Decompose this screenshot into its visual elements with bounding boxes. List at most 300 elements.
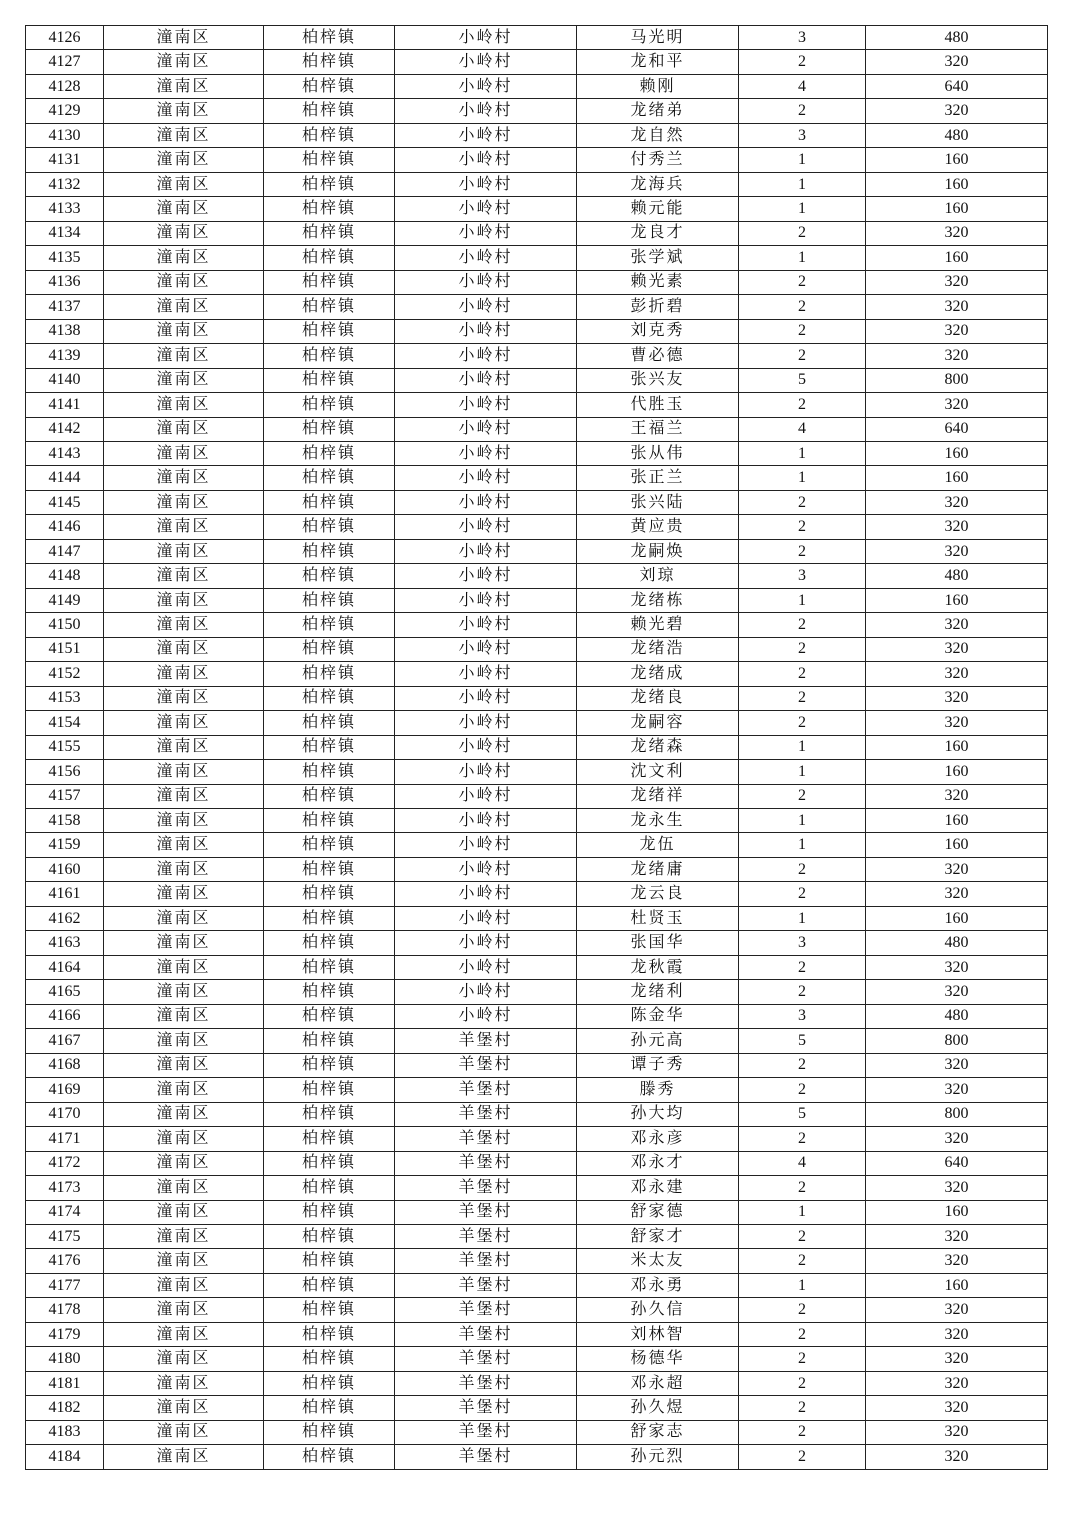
cell-amount: 320: [866, 857, 1048, 881]
cell-town: 柏梓镇: [264, 295, 395, 319]
cell-town: 柏梓镇: [264, 197, 395, 221]
cell-amount: 320: [866, 711, 1048, 735]
cell-district: 潼南区: [104, 760, 264, 784]
cell-amount: 320: [866, 686, 1048, 710]
cell-index: 4150: [26, 613, 104, 637]
cell-count: 1: [739, 760, 866, 784]
cell-index: 4178: [26, 1298, 104, 1322]
cell-village: 羊堡村: [395, 1224, 577, 1248]
cell-district: 潼南区: [104, 197, 264, 221]
cell-count: 2: [739, 319, 866, 343]
cell-district: 潼南区: [104, 833, 264, 857]
table-row: [26, 809, 1048, 833]
cell-count: 2: [739, 955, 866, 979]
cell-name: 龙秋霞: [577, 955, 739, 979]
cell-index: 4144: [26, 466, 104, 490]
cell-count: 2: [739, 637, 866, 661]
cell-count: 2: [739, 515, 866, 539]
cell-index: 4160: [26, 857, 104, 881]
cell-index: 4135: [26, 246, 104, 270]
cell-index: 4161: [26, 882, 104, 906]
cell-town: 柏梓镇: [264, 441, 395, 465]
cell-name: 彭折碧: [577, 295, 739, 319]
cell-name: 龙永生: [577, 809, 739, 833]
cell-index: 4171: [26, 1127, 104, 1151]
cell-town: 柏梓镇: [264, 368, 395, 392]
cell-name: 杨德华: [577, 1347, 739, 1371]
cell-town: 柏梓镇: [264, 1224, 395, 1248]
cell-index: 4173: [26, 1176, 104, 1200]
cell-district: 潼南区: [104, 466, 264, 490]
cell-district: 潼南区: [104, 417, 264, 441]
cell-name: 张从伟: [577, 441, 739, 465]
cell-name: 龙绪庸: [577, 857, 739, 881]
cell-index: 4142: [26, 417, 104, 441]
cell-village: 羊堡村: [395, 1151, 577, 1175]
cell-name: 舒家德: [577, 1200, 739, 1224]
cell-count: 2: [739, 1322, 866, 1346]
cell-amount: 320: [866, 1298, 1048, 1322]
cell-name: 龙绪栋: [577, 588, 739, 612]
cell-town: 柏梓镇: [264, 833, 395, 857]
cell-district: 潼南区: [104, 246, 264, 270]
cell-amount: 320: [866, 1420, 1048, 1444]
cell-town: 柏梓镇: [264, 246, 395, 270]
cell-name: 孙元高: [577, 1029, 739, 1053]
table-row: [26, 295, 1048, 319]
cell-district: 潼南区: [104, 784, 264, 808]
cell-name: 邓永建: [577, 1176, 739, 1200]
cell-town: 柏梓镇: [264, 1273, 395, 1297]
cell-village: 小岭村: [395, 490, 577, 514]
cell-town: 柏梓镇: [264, 955, 395, 979]
cell-amount: 320: [866, 1127, 1048, 1151]
cell-village: 羊堡村: [395, 1273, 577, 1297]
cell-amount: 160: [866, 906, 1048, 930]
cell-village: 小岭村: [395, 246, 577, 270]
cell-amount: 160: [866, 735, 1048, 759]
table-row: [26, 368, 1048, 392]
cell-village: 羊堡村: [395, 1127, 577, 1151]
cell-town: 柏梓镇: [264, 588, 395, 612]
cell-index: 4166: [26, 1004, 104, 1028]
cell-count: 2: [739, 393, 866, 417]
cell-count: 2: [739, 1249, 866, 1273]
cell-district: 潼南区: [104, 1151, 264, 1175]
cell-name: 龙和平: [577, 50, 739, 74]
cell-village: 羊堡村: [395, 1176, 577, 1200]
cell-town: 柏梓镇: [264, 1420, 395, 1444]
cell-index: 4175: [26, 1224, 104, 1248]
cell-name: 邓永超: [577, 1371, 739, 1395]
cell-count: 2: [739, 1127, 866, 1151]
cell-district: 潼南区: [104, 1445, 264, 1469]
table-row: [26, 1053, 1048, 1077]
cell-town: 柏梓镇: [264, 221, 395, 245]
cell-count: 4: [739, 1151, 866, 1175]
cell-amount: 480: [866, 26, 1048, 50]
cell-amount: 320: [866, 393, 1048, 417]
cell-district: 潼南区: [104, 295, 264, 319]
table-row: [26, 931, 1048, 955]
cell-district: 潼南区: [104, 172, 264, 196]
table-row: [26, 882, 1048, 906]
cell-village: 小岭村: [395, 882, 577, 906]
cell-village: 小岭村: [395, 735, 577, 759]
cell-index: 4183: [26, 1420, 104, 1444]
cell-village: 小岭村: [395, 197, 577, 221]
cell-village: 小岭村: [395, 588, 577, 612]
cell-index: 4182: [26, 1396, 104, 1420]
cell-town: 柏梓镇: [264, 1078, 395, 1102]
table-row: [26, 417, 1048, 441]
cell-index: 4162: [26, 906, 104, 930]
table-row: [26, 197, 1048, 221]
cell-district: 潼南区: [104, 882, 264, 906]
cell-name: 赖光碧: [577, 613, 739, 637]
cell-count: 2: [739, 295, 866, 319]
cell-village: 小岭村: [395, 686, 577, 710]
cell-count: 2: [739, 270, 866, 294]
table-row: [26, 148, 1048, 172]
cell-town: 柏梓镇: [264, 99, 395, 123]
cell-index: 4151: [26, 637, 104, 661]
cell-amount: 640: [866, 74, 1048, 98]
cell-name: 孙元烈: [577, 1445, 739, 1469]
cell-district: 潼南区: [104, 319, 264, 343]
table-row: [26, 711, 1048, 735]
cell-count: 2: [739, 1224, 866, 1248]
cell-village: 小岭村: [395, 393, 577, 417]
cell-index: 4165: [26, 980, 104, 1004]
cell-index: 4176: [26, 1249, 104, 1273]
cell-name: 米太友: [577, 1249, 739, 1273]
table-row: [26, 319, 1048, 343]
cell-amount: 320: [866, 637, 1048, 661]
cell-village: 小岭村: [395, 760, 577, 784]
cell-name: 龙海兵: [577, 172, 739, 196]
cell-index: 4147: [26, 539, 104, 563]
cell-count: 5: [739, 1102, 866, 1126]
cell-village: 小岭村: [395, 270, 577, 294]
cell-count: 4: [739, 417, 866, 441]
cell-town: 柏梓镇: [264, 1298, 395, 1322]
cell-name: 龙绪祥: [577, 784, 739, 808]
table-row: [26, 760, 1048, 784]
cell-village: 小岭村: [395, 50, 577, 74]
table-row: [26, 833, 1048, 857]
cell-index: 4126: [26, 26, 104, 50]
cell-name: 刘林智: [577, 1322, 739, 1346]
cell-district: 潼南区: [104, 1371, 264, 1395]
cell-count: 2: [739, 857, 866, 881]
cell-village: 小岭村: [395, 784, 577, 808]
table-row: [26, 1420, 1048, 1444]
table-row: [26, 344, 1048, 368]
cell-index: 4181: [26, 1371, 104, 1395]
cell-index: 4138: [26, 319, 104, 343]
cell-amount: 640: [866, 417, 1048, 441]
cell-village: 羊堡村: [395, 1420, 577, 1444]
cell-amount: 320: [866, 1322, 1048, 1346]
cell-name: 龙嗣焕: [577, 539, 739, 563]
cell-district: 潼南区: [104, 931, 264, 955]
table-row: [26, 99, 1048, 123]
cell-town: 柏梓镇: [264, 1322, 395, 1346]
cell-amount: 160: [866, 172, 1048, 196]
cell-amount: 160: [866, 809, 1048, 833]
cell-village: 小岭村: [395, 99, 577, 123]
table-row: [26, 74, 1048, 98]
cell-district: 潼南区: [104, 368, 264, 392]
cell-count: 1: [739, 197, 866, 221]
cell-amount: 320: [866, 270, 1048, 294]
cell-name: 龙伍: [577, 833, 739, 857]
cell-district: 潼南区: [104, 148, 264, 172]
cell-count: 2: [739, 1298, 866, 1322]
cell-town: 柏梓镇: [264, 686, 395, 710]
cell-village: 小岭村: [395, 515, 577, 539]
cell-town: 柏梓镇: [264, 784, 395, 808]
cell-district: 潼南区: [104, 1298, 264, 1322]
cell-town: 柏梓镇: [264, 148, 395, 172]
cell-name: 谭子秀: [577, 1053, 739, 1077]
cell-amount: 160: [866, 833, 1048, 857]
cell-district: 潼南区: [104, 857, 264, 881]
cell-amount: 320: [866, 515, 1048, 539]
cell-town: 柏梓镇: [264, 1029, 395, 1053]
cell-village: 小岭村: [395, 417, 577, 441]
cell-count: 1: [739, 172, 866, 196]
cell-name: 龙绪良: [577, 686, 739, 710]
cell-name: 曹必德: [577, 344, 739, 368]
cell-village: 小岭村: [395, 368, 577, 392]
cell-district: 潼南区: [104, 539, 264, 563]
cell-town: 柏梓镇: [264, 466, 395, 490]
records-table: [25, 25, 1048, 1470]
cell-town: 柏梓镇: [264, 1176, 395, 1200]
cell-amount: 160: [866, 1200, 1048, 1224]
cell-village: 羊堡村: [395, 1371, 577, 1395]
cell-town: 柏梓镇: [264, 50, 395, 74]
cell-index: 4145: [26, 490, 104, 514]
cell-town: 柏梓镇: [264, 319, 395, 343]
cell-count: 2: [739, 539, 866, 563]
cell-district: 潼南区: [104, 980, 264, 1004]
cell-district: 潼南区: [104, 1396, 264, 1420]
cell-amount: 160: [866, 441, 1048, 465]
cell-amount: 800: [866, 1102, 1048, 1126]
cell-count: 2: [739, 99, 866, 123]
cell-name: 黄应贵: [577, 515, 739, 539]
cell-name: 刘琼: [577, 564, 739, 588]
table-row: [26, 906, 1048, 930]
cell-town: 柏梓镇: [264, 931, 395, 955]
cell-district: 潼南区: [104, 588, 264, 612]
table-row: [26, 1176, 1048, 1200]
cell-count: 2: [739, 784, 866, 808]
cell-amount: 800: [866, 1029, 1048, 1053]
cell-town: 柏梓镇: [264, 417, 395, 441]
table-row: [26, 1004, 1048, 1028]
cell-name: 龙绪利: [577, 980, 739, 1004]
cell-amount: 320: [866, 613, 1048, 637]
cell-village: 小岭村: [395, 662, 577, 686]
cell-district: 潼南区: [104, 270, 264, 294]
cell-village: 小岭村: [395, 613, 577, 637]
cell-name: 马光明: [577, 26, 739, 50]
cell-village: 小岭村: [395, 172, 577, 196]
cell-town: 柏梓镇: [264, 711, 395, 735]
cell-name: 龙云良: [577, 882, 739, 906]
cell-amount: 160: [866, 148, 1048, 172]
cell-amount: 160: [866, 760, 1048, 784]
cell-village: 小岭村: [395, 123, 577, 147]
cell-index: 4131: [26, 148, 104, 172]
cell-count: 1: [739, 148, 866, 172]
cell-count: 5: [739, 368, 866, 392]
cell-count: 2: [739, 1053, 866, 1077]
cell-district: 潼南区: [104, 26, 264, 50]
cell-count: 1: [739, 246, 866, 270]
cell-district: 潼南区: [104, 1176, 264, 1200]
table-row: [26, 1029, 1048, 1053]
cell-index: 4164: [26, 955, 104, 979]
cell-village: 小岭村: [395, 441, 577, 465]
cell-name: 邓永勇: [577, 1273, 739, 1297]
cell-amount: 320: [866, 490, 1048, 514]
cell-amount: 160: [866, 466, 1048, 490]
cell-count: 2: [739, 1347, 866, 1371]
cell-name: 龙绪弟: [577, 99, 739, 123]
table-row: [26, 172, 1048, 196]
cell-name: 孙大均: [577, 1102, 739, 1126]
table-row: [26, 588, 1048, 612]
cell-amount: 320: [866, 1078, 1048, 1102]
table-row: [26, 735, 1048, 759]
cell-village: 小岭村: [395, 539, 577, 563]
table-row: [26, 26, 1048, 50]
cell-name: 邓永才: [577, 1151, 739, 1175]
cell-index: 4157: [26, 784, 104, 808]
table-row: [26, 980, 1048, 1004]
table-row: [26, 1371, 1048, 1395]
cell-district: 潼南区: [104, 123, 264, 147]
cell-name: 杜贤玉: [577, 906, 739, 930]
cell-district: 潼南区: [104, 735, 264, 759]
cell-name: 舒家志: [577, 1420, 739, 1444]
cell-name: 刘克秀: [577, 319, 739, 343]
cell-count: 4: [739, 74, 866, 98]
table-row: [26, 466, 1048, 490]
table-row: [26, 490, 1048, 514]
table-row: [26, 686, 1048, 710]
cell-count: 1: [739, 588, 866, 612]
table-row: [26, 1151, 1048, 1175]
table-row: [26, 955, 1048, 979]
cell-amount: 320: [866, 221, 1048, 245]
cell-village: 羊堡村: [395, 1396, 577, 1420]
table-row: [26, 1347, 1048, 1371]
cell-name: 张正兰: [577, 466, 739, 490]
cell-village: 小岭村: [395, 466, 577, 490]
cell-count: 2: [739, 1396, 866, 1420]
cell-count: 3: [739, 931, 866, 955]
table-row: [26, 270, 1048, 294]
cell-amount: 160: [866, 197, 1048, 221]
cell-district: 潼南区: [104, 711, 264, 735]
table-row: [26, 1200, 1048, 1224]
cell-village: 羊堡村: [395, 1200, 577, 1224]
cell-index: 4139: [26, 344, 104, 368]
cell-count: 2: [739, 662, 866, 686]
cell-town: 柏梓镇: [264, 515, 395, 539]
cell-index: 4170: [26, 1102, 104, 1126]
cell-index: 4172: [26, 1151, 104, 1175]
cell-town: 柏梓镇: [264, 662, 395, 686]
cell-district: 潼南区: [104, 221, 264, 245]
cell-name: 王福兰: [577, 417, 739, 441]
cell-town: 柏梓镇: [264, 26, 395, 50]
cell-count: 1: [739, 735, 866, 759]
table-row: [26, 1445, 1048, 1469]
cell-town: 柏梓镇: [264, 393, 395, 417]
cell-town: 柏梓镇: [264, 270, 395, 294]
cell-name: 张兴友: [577, 368, 739, 392]
cell-count: 3: [739, 26, 866, 50]
cell-district: 潼南区: [104, 955, 264, 979]
cell-count: 1: [739, 466, 866, 490]
cell-village: 小岭村: [395, 1004, 577, 1028]
cell-town: 柏梓镇: [264, 809, 395, 833]
cell-count: 1: [739, 1273, 866, 1297]
cell-index: 4128: [26, 74, 104, 98]
cell-name: 滕秀: [577, 1078, 739, 1102]
table-body: [26, 26, 1048, 1470]
cell-count: 1: [739, 1200, 866, 1224]
cell-village: 羊堡村: [395, 1322, 577, 1346]
cell-name: 赖元能: [577, 197, 739, 221]
cell-amount: 160: [866, 588, 1048, 612]
cell-index: 4129: [26, 99, 104, 123]
cell-index: 4153: [26, 686, 104, 710]
cell-district: 潼南区: [104, 1029, 264, 1053]
cell-index: 4168: [26, 1053, 104, 1077]
cell-district: 潼南区: [104, 344, 264, 368]
cell-amount: 320: [866, 1224, 1048, 1248]
cell-district: 潼南区: [104, 1322, 264, 1346]
cell-village: 羊堡村: [395, 1445, 577, 1469]
cell-amount: 480: [866, 931, 1048, 955]
table-row: [26, 564, 1048, 588]
cell-count: 2: [739, 980, 866, 1004]
cell-count: 2: [739, 1420, 866, 1444]
cell-name: 孙久信: [577, 1298, 739, 1322]
cell-index: 4146: [26, 515, 104, 539]
cell-town: 柏梓镇: [264, 344, 395, 368]
table-row: [26, 1396, 1048, 1420]
cell-index: 4174: [26, 1200, 104, 1224]
cell-town: 柏梓镇: [264, 760, 395, 784]
cell-village: 小岭村: [395, 906, 577, 930]
cell-index: 4136: [26, 270, 104, 294]
cell-district: 潼南区: [104, 1420, 264, 1444]
cell-count: 3: [739, 564, 866, 588]
cell-index: 4184: [26, 1445, 104, 1469]
table-row: [26, 1078, 1048, 1102]
cell-amount: 480: [866, 564, 1048, 588]
cell-amount: 480: [866, 1004, 1048, 1028]
